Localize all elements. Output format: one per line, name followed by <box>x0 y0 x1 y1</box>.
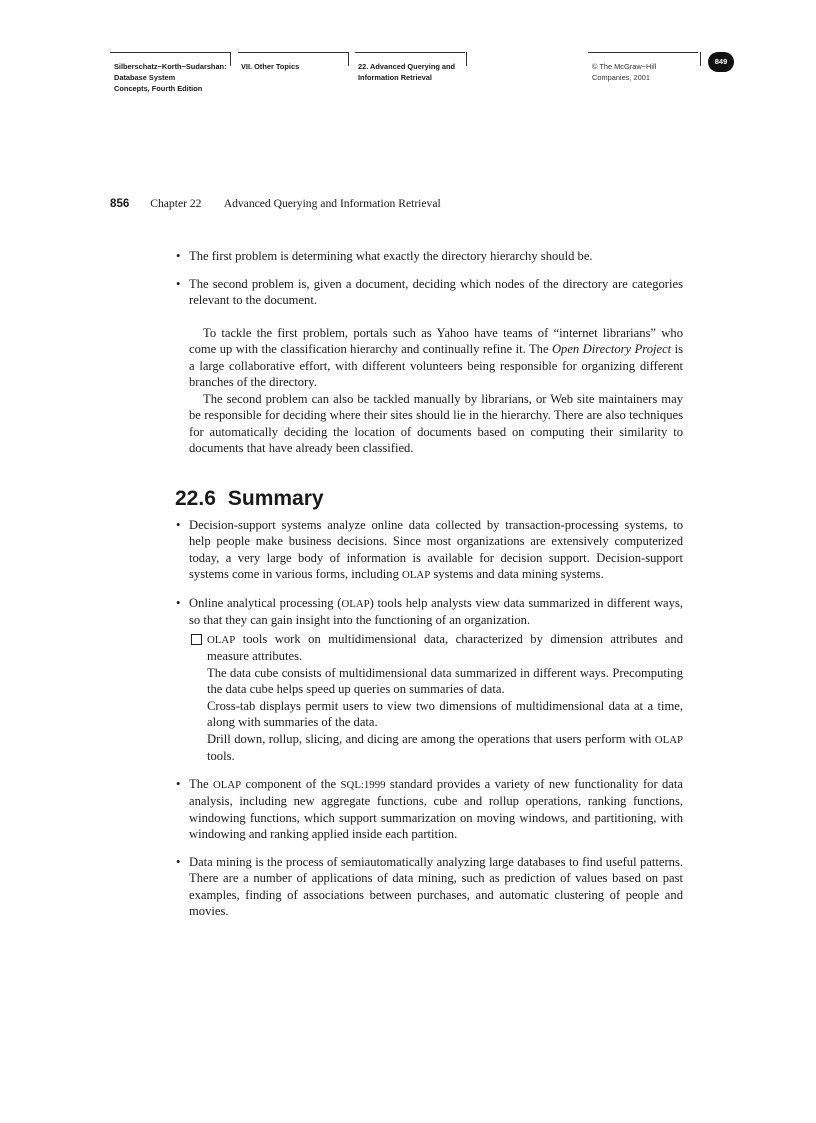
section-number: 22.6 <box>175 486 216 510</box>
text-run: Online analytical processing ( <box>189 595 342 610</box>
list-item <box>149 517 683 584</box>
copyright-line: Companies, 2001 <box>592 73 650 82</box>
part-title: VII. Other Topics <box>241 62 300 71</box>
running-title: Advanced Querying and Information Retrieval <box>223 197 441 210</box>
text-run: Decision-support systems analyze online data collected by transaction-processing systems, to help people make business decisions. Since most organizations are extensively computerized today, a very large body of information is available for decision support. Decision-support systems come in various forms, including <box>189 517 683 581</box>
list-item <box>149 776 683 843</box>
paragraph: The second problem can also be tackled manually by librarians, or Web site maintainers may be responsible for deciding where their sites should lie in the hierarchy. There are also techniques for automatically deciding the location of documents based on computing their similarity to documents that have already been classified. <box>189 391 683 455</box>
text-run: To tackle the first problem, portals such as Yahoo have teams of “internet librarians” who come up with the classification hierarchy and continually refine it. The <box>189 325 683 356</box>
acronym: OLAP <box>207 633 236 646</box>
copyright-line: © The McGraw−Hill <box>592 62 657 71</box>
list-item <box>149 595 683 765</box>
header-rule <box>110 52 230 53</box>
acronym: OLAP <box>654 733 683 746</box>
list-item: • Data mining is the process of semiautomatically analyzing large databases to find useful patterns. There are a number of applications of data mining, such as prediction of values based on past examples, finding of associations between purchases, and automatic clustering of people and movies. <box>149 854 683 920</box>
book-title-line: Silberschatz−Korth−Sudarshan: <box>114 62 227 71</box>
emphasis-text: Open Directory Project <box>551 342 672 356</box>
text-run: The <box>189 776 213 791</box>
header-rule <box>238 52 348 53</box>
publisher-header <box>110 52 730 104</box>
text-run: component of the <box>241 776 341 791</box>
list-item: • The first problem is determining what exactly the directory hierarchy should be. <box>149 248 683 265</box>
text-run: systems and data mining systems. <box>430 567 604 581</box>
acronym: OLAP <box>341 597 370 610</box>
checkbox-bullet-icon <box>191 634 202 645</box>
text-run: is a large collaborative effort, with different volunteers being responsible for organizing different branches of the directory. <box>189 342 683 389</box>
page-number: 856 <box>110 197 130 210</box>
sub-list <box>189 631 683 765</box>
chapter-title-line: 22. Advanced Querying and <box>358 62 456 71</box>
page-body <box>175 248 683 931</box>
copyright <box>592 61 692 111</box>
paragraph <box>189 325 683 391</box>
section-title: Summary <box>227 486 324 510</box>
text-run: tools work on multidimensional data, characterized by dimension attributes and measure attributes. <box>207 631 683 663</box>
header-divider <box>700 52 701 66</box>
chapter-title <box>358 61 478 111</box>
book-title <box>114 61 232 111</box>
text-run: Drill down, rollup, slicing, and dicing are among the operations that users perform with <box>207 731 655 746</box>
intro-bullet-list <box>149 248 683 309</box>
text-run: tools. <box>207 749 235 763</box>
text-run: standard provides a variety of new functionality for data analysis, including new aggregate functions, cube and rollup operations, ranking functions, windowing functions, which support summarization on moving windows, and partitioning, with windowing and ranking applied inside each partition. <box>189 776 683 841</box>
acronym: OLAP <box>212 778 242 791</box>
header-rule <box>355 52 465 53</box>
text-run: ) tools help analysts view data summarized in different ways, so that they can gain insight into the functioning of an organization. <box>189 595 683 627</box>
chapter-title-line: Information Retrieval <box>358 73 432 82</box>
section-heading <box>175 487 683 511</box>
sub-list-item <box>189 731 683 765</box>
header-rule <box>588 52 698 53</box>
sub-list-item: The data cube consists of multidimensional data summarized in different ways. Precomputing the data cube helps speed up queries on summaries of data. <box>207 665 683 696</box>
sheet-number-badge: 849 <box>708 52 734 72</box>
summary-bullet-list <box>149 517 683 920</box>
book-title-line: Concepts, Fourth Edition <box>114 84 203 93</box>
sub-list-item: Cross-tab displays permit users to view two dimensions of multidimensional data at a time, along with summaries of the data. <box>207 698 683 729</box>
book-title-line: Database System <box>114 73 176 82</box>
acronym: SQL:1999 <box>340 778 386 791</box>
running-head <box>110 197 441 210</box>
sub-list-item <box>189 631 683 665</box>
running-chapter: Chapter 22 <box>150 197 202 210</box>
list-item: • The second problem is, given a document, deciding which nodes of the directory are categories relevant to the document. <box>149 276 683 309</box>
acronym: OLAP <box>402 569 431 581</box>
